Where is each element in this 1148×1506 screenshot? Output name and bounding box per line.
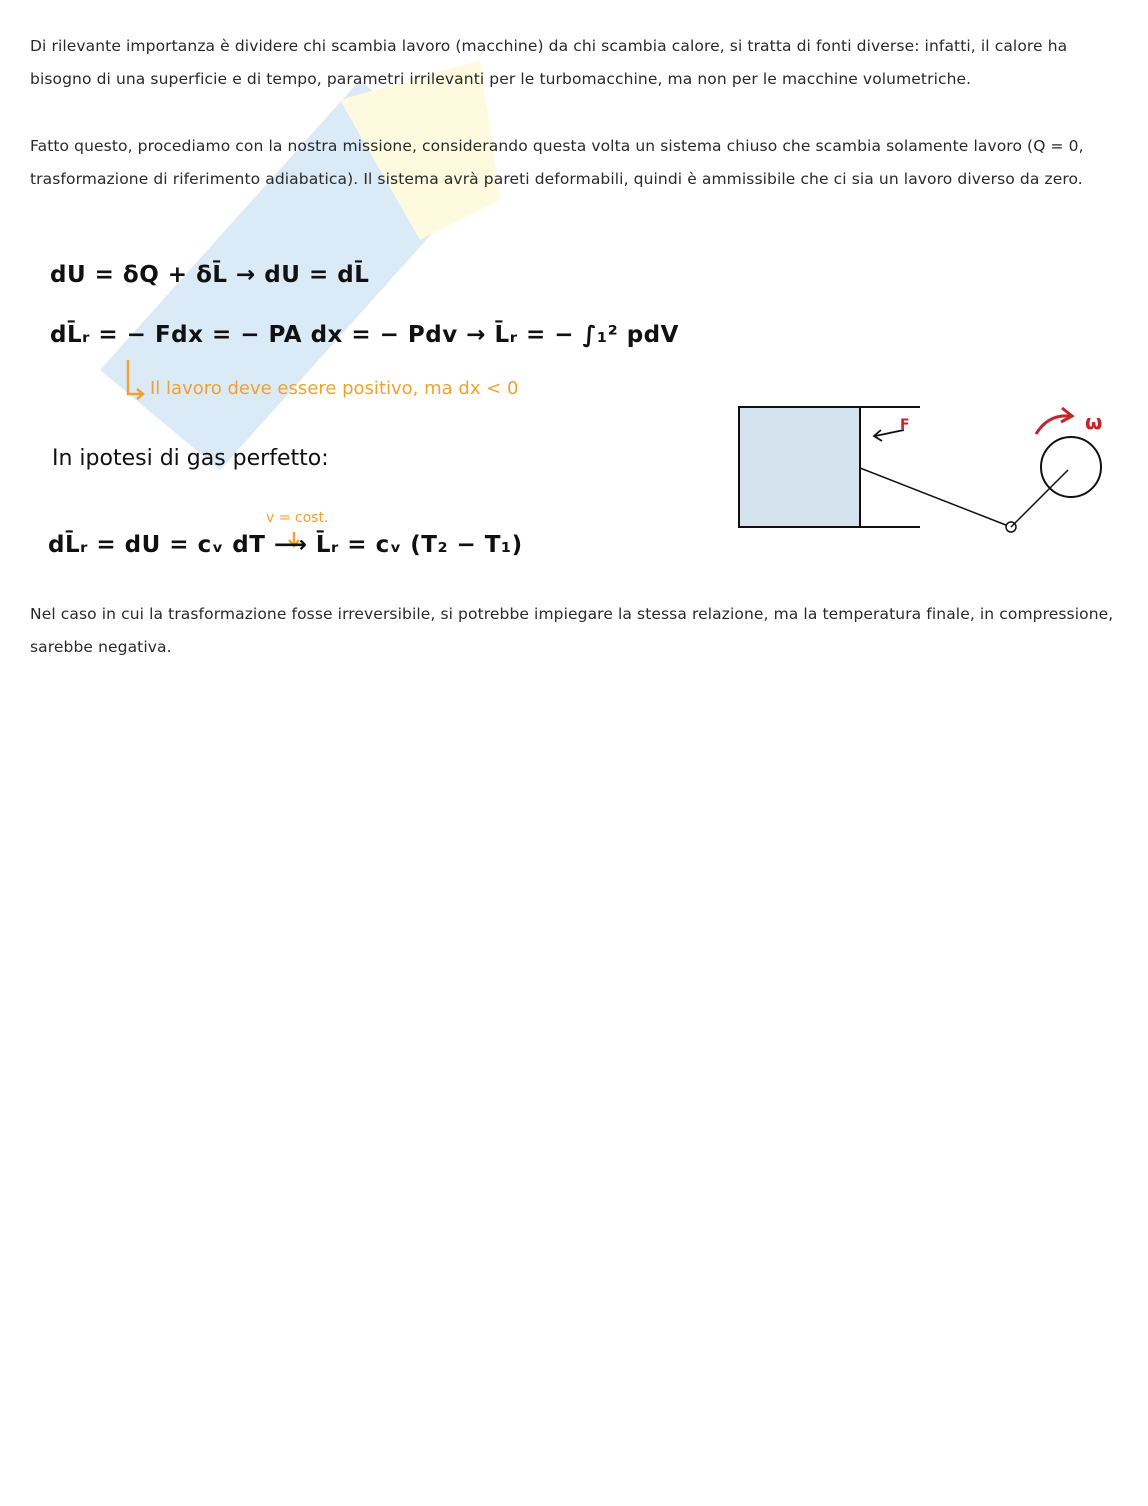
crank-arm — [1011, 470, 1068, 527]
paragraph-intro: Di rilevante importanza è dividere chi scambia lavoro (macchine) da chi scambia calore, si tratta di fonti diverse: infatti, il calore ha bisogno di una superficie e di tempo, parametri irrilevanti per le turbomacchine, ma non per le macchine volumetriche. — [30, 37, 1068, 88]
cylinder-gas — [739, 407, 860, 527]
force-label: F — [900, 417, 910, 433]
handwritten-note: Il lavoro deve essere positivo, ma dx < 0 — [150, 378, 519, 399]
omega-label: ω — [1085, 410, 1103, 434]
connecting-rod — [860, 468, 1011, 527]
equation-work-definition: dL̄ᵣ = − Fdx = − PA dx = − Pdv → L̄ᵣ = − ∫₁² pdV — [50, 322, 679, 348]
piston-crank-diagram — [730, 398, 1120, 548]
equation-perfect-gas-work: dL̄ᵣ = dU = cᵥ dT ⟶ L̄ᵣ = cᵥ (T₂ − T₁) — [48, 532, 523, 558]
constant-volume-note: v = cost. — [266, 510, 329, 526]
equation-first-law: dU = δQ + δL̄ → dU = dL̄ — [50, 262, 370, 288]
hypothesis-heading: In ipotesi di gas perfetto: — [52, 446, 329, 471]
paragraph-irreversible: Nel caso in cui la trasformazione fosse irreversibile, si potrebbe impiegare la stessa relazione, ma la temperatura finale, in compressione, sarebbe negativa. — [30, 605, 1114, 656]
crank-wheel — [1041, 437, 1101, 497]
paragraph-closed-system: Fatto questo, procediamo con la nostra missione, considerando questa volta un sistema chiuso che scambia solamente lavoro (Q = 0, trasformazione di riferimento adiabatica). Il sistema avrà pareti deformabili, quindi è ammissibile che ci sia un lavoro diverso da zero. — [30, 137, 1084, 188]
